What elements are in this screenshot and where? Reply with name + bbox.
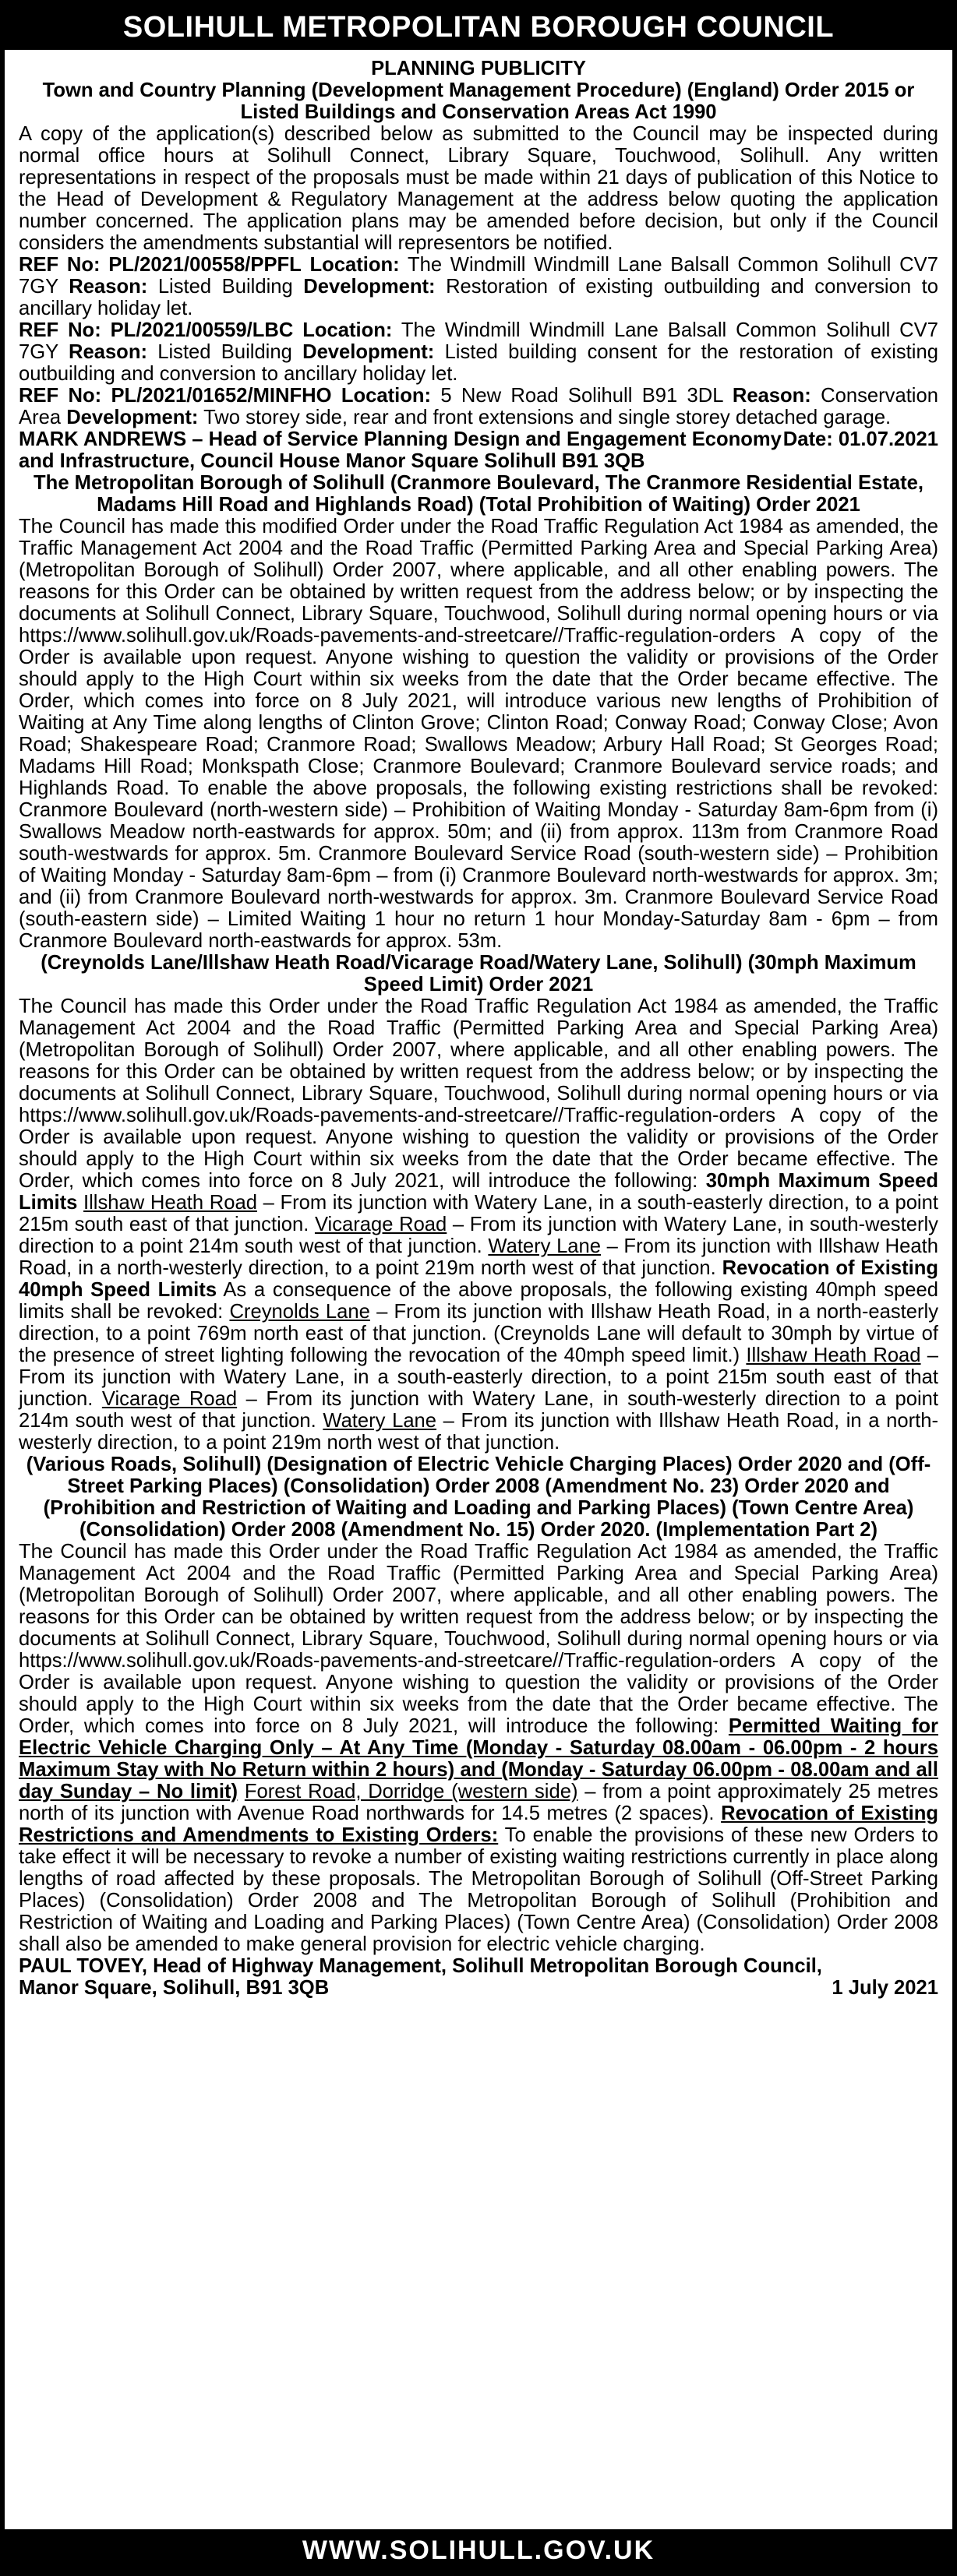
- reason-text: Conservation Area: [19, 385, 938, 428]
- road-name: Forest Road, Dorridge (western side): [244, 1781, 578, 1802]
- ev-charging-order-heading: (Various Roads, Solihull) (Designation of Electric Vehicle Charging Places) Order 2020 and (Off-Street Parking Places) (Consolidation) Order 2008 (Amendment No. 23) Order 2020 and (Prohibition and Restriction of Waiting and Loading and Parking Places) (Town Centre Area) (Consolidation) Order 2008 (Amendment No. 15) Order 2020. (Implementation Part 2): [26, 1454, 931, 1541]
- location-text: The Windmill Windmill Lane Balsall Common Solihull CV7 7GY: [19, 254, 938, 298]
- road-name: Creynolds Lane: [229, 1301, 370, 1323]
- application-entry: [19, 254, 938, 319]
- revocation-text: As a consequence of the above proposals, the following existing 40mph speed limits shall be revoked:: [19, 1279, 938, 1323]
- revocation-heading: Revocation of Existing Restrictions and Amendments to Existing Orders:: [19, 1802, 938, 1846]
- cranmore-order-heading: The Metropolitan Borough of Solihull (Cranmore Boulevard, The Cranmore Residential Estate, Madams Hill Road and Highlands Road) (Total Prohibition of Waiting) Order 2021: [34, 472, 923, 516]
- road-description: – From its junction with Watery Lane, in a south-easterly direction, to a point 215m south east of that junction.: [19, 1192, 938, 1235]
- ref-number: PL/2021/01652/MINFHO: [111, 385, 332, 407]
- ev-order-intro: The Council has made this Order under the Road Traffic Regulation Act 1984 as amended, the Traffic Management Act 2004 and the Road Traffic (Permitted Parking Area and Special Parking Area) (Metropolitan Borough of Solihull) Order 2007, where applicable, and all other enabling powers. The reasons for this Order can be obtained by written request from the address below; or by inspecting the documents at Solihull Connect, Library Square, Touchwood, Solihull during normal opening hours or via https://www.solihull.gov.uk/Roads-pavements-and-streetcare//Traffic-regulation-orders A copy of the Order is available upon request. Anyone wishing to question the validity or provisions of the Order should apply to the High Court within six weeks from the date that the Order became effective. The Order, which comes into force on 8 July 2021, will introduce the following:: [19, 1541, 938, 1737]
- road-name: Illshaw Heath Road: [746, 1344, 921, 1366]
- planning-heading: PLANNING PUBLICITY: [371, 58, 586, 79]
- development-label: Development:: [66, 407, 199, 428]
- ref-label: REF No:: [19, 254, 101, 276]
- road-description: – From its junction with Watery Lane, in south-westerly direction to a point 214m south west of that junction.: [19, 1388, 939, 1432]
- highways-date: 1 July 2021: [832, 1977, 938, 1999]
- speed-limit-order-heading: (Creynolds Lane/Illshaw Heath Road/Vicarage Road/Watery Lane, Solihull) (30mph Maximum Speed Limit) Order 2021: [41, 952, 916, 996]
- location-text: 5 New Road Solihull B91 3DL: [440, 385, 723, 407]
- development-label: Development:: [302, 341, 435, 363]
- development-text: Restoration of existing outbuilding and conversion to ancillary holiday let.: [19, 276, 938, 319]
- planning-date: Date: 01.07.2021: [782, 428, 938, 450]
- ref-number: PL/2021/00558/PPFL: [108, 254, 302, 276]
- planning-subheading: Town and Country Planning (Development Management Procedure) (England) Order 2015 or Listed Buildings and Conservation Areas Act 1990: [42, 79, 915, 123]
- road-description: – From its junction with Illshaw Heath Road, in a north-westerly direction, to a point 219m north west of that junction.: [19, 1410, 938, 1454]
- road-description: – from a point approximately 25 metres north of its junction with Avenue Road northwards for 14.5 metres (2 spaces).: [19, 1781, 938, 1824]
- cranmore-order-body: The Council has made this modified Order under the Road Traffic Regulation Act 1984 as amended, the Traffic Management Act 2004 and the Road Traffic (Permitted Parking Area and Special Parking Area) (Metropolitan Borough of Solihull) Order 2007, where applicable, and all other enabling powers. The reasons for this Order can be obtained by written request from the address below; or by inspecting the documents at Solihull Connect, Library Square, Touchwood, Solihull during normal opening hours or via https://www.solihull.gov.uk/Roads-pavements-and-streetcare//Traffic-regulation-orders A copy of the Order is available upon request. Anyone wishing to question the validity or provisions of the Order should apply to the High Court within six weeks from the date that the Order became effective. The Order, which comes into force on 8 July 2021, will introduce various new lengths of Prohibition of Waiting at Any Time along lengths of Clinton Grove; Clinton Road; Conway Road; Conway Close; Avon Road; Shakespeare Road; Cranmore Road; Swallows Meadow; Arbury Hall Road; St Georges Road; Madams Hill Road; Monkspath Close; Cranmore Boulevard; Cranmore Boulevard service roads; and Highlands Road. To enable the above proposals, the following existing restrictions shall be revoked: Cranmore Boulevard (north-western side) – Prohibition of Waiting Monday - Saturday 8am-6pm from (i) Swallows Meadow north-eastwards for approx. 50m; and (ii) from approx. 113m from Cranmore Road south-westwards for approx. 5m. Cranmore Boulevard Service Road (south-western side) – Prohibition of Waiting Monday - Saturday 8am-6pm – from (i) Cranmore Boulevard north-westwards for approx. 3m; and (ii) from Cranmore Boulevard north-westwards for approx. 3m. Cranmore Boulevard Service Road (south-eastern side) – Limited Waiting 1 hour no return 1 hour Monday-Saturday 8am - 6pm – from Cranmore Boulevard north-eastwards for approx. 53m.: [19, 516, 938, 952]
- development-label: Development:: [303, 276, 436, 298]
- speed-order-intro: The Council has made this Order under the Road Traffic Regulation Act 1984 as amended, the Traffic Management Act 2004 and the Road Traffic (Permitted Parking Area and Special Parking Area) (Metropolitan Borough of Solihull) Order 2007, where applicable, and all other enabling powers. The reasons for this Order can be obtained by written request from the address below; or by inspecting the documents at Solihull Connect, Library Square, Touchwood, Solihull during normal opening hours or via https://www.solihull.gov.uk/Roads-pavements-and-streetcare//Traffic-regulation-orders A copy of the Order is available upon request. Anyone wishing to question the validity or provisions of the Order should apply to the High Court within six weeks from the date that the Order became effective. The Order, which comes into force on 8 July 2021, will introduce the following:: [19, 996, 938, 1192]
- reason-text: Listed Building: [157, 341, 292, 363]
- location-label: Location:: [302, 319, 393, 341]
- application-entry: [19, 385, 938, 428]
- speed-limit-order-body: [19, 996, 938, 1454]
- website-footer: WWW.SOLIHULL.GOV.UK: [5, 2529, 952, 2571]
- location-text: The Windmill Windmill Lane Balsall Common Solihull CV7 7GY: [19, 319, 938, 363]
- reason-label: Reason:: [69, 276, 148, 298]
- reason-text: Listed Building: [157, 276, 293, 298]
- permitted-waiting-heading: Permitted Waiting for Electric Vehicle Charging Only – At Any Time (Monday - Saturday 08.00am - 06.00pm - 2 hours Maximum Stay with No Return within 2 hours) and (Monday - Saturday 06.00pm - 08.00am and all day Sunday – No limit): [19, 1715, 938, 1802]
- ref-label: REF No:: [19, 385, 102, 407]
- planning-signature-block: [19, 428, 938, 472]
- development-text: Two storey side, rear and front extensions and single storey detached garage.: [203, 407, 892, 428]
- notice-body: [5, 50, 952, 1999]
- planning-intro: A copy of the application(s) described below as submitted to the Council may be inspected during normal office hours at Solihull Connect, Library Square, Touchwood, Solihull. Any written representations in respect of the proposals must be made within 21 days of publication of this Notice to the Head of Development & Regulatory Management at the address below quoting the application number concerned. The application plans may be amended before decision, but only if the Council considers the amendments substantial will representors be notified.: [19, 123, 938, 254]
- road-description: – From its junction with Watery Lane, in south-westerly direction to a point 214m south west of that junction.: [19, 1214, 938, 1257]
- revocation-text: To enable the provisions of these new Orders to take effect it will be necessary to revoke a number of existing waiting restrictions currently in place along lengths of road affected by these proposals. The Metropolitan Borough of Solihull (Off-Street Parking Places) (Consolidation) Order 2008 and The Metropolitan Borough of Solihull (Prohibition and Restriction of Waiting and Loading and Parking Places) (Town Centre Area) (Consolidation) Order 2008 shall also be amended to make general provision for electric vehicle charging.: [19, 1824, 938, 1955]
- road-name: Watery Lane: [488, 1235, 602, 1257]
- reason-label: Reason:: [69, 341, 147, 363]
- location-label: Location:: [341, 385, 432, 407]
- road-description: – From its junction with Illshaw Heath Road, in a north-easterly direction, to a point 769m north east of that junction. (Creynolds Lane will default to 30mph by virtue of the presence of street lighting following the revocation of the 40mph speed limit.): [19, 1301, 938, 1366]
- road-name: Illshaw Heath Road: [83, 1192, 257, 1214]
- highways-signatory: PAUL TOVEY, Head of Highway Management, Solihull Metropolitan Borough Council, Manor Square, Solihull, B91 3QB: [19, 1955, 822, 1999]
- highways-signature-block: [19, 1955, 938, 1999]
- road-description: – From its junction with Watery Lane, in a south-easterly direction, to a point 215m south east of that junction.: [19, 1344, 938, 1410]
- location-label: Location:: [309, 254, 400, 276]
- reason-label: Reason:: [732, 385, 811, 407]
- road-description: – From its junction with Illshaw Heath Road, in a north-westerly direction, to a point 219m north west of that junction.: [19, 1235, 938, 1279]
- speed-limits-heading: 30mph Maximum Speed Limits: [19, 1170, 938, 1214]
- ref-number: PL/2021/00559/LBC: [110, 319, 294, 341]
- council-banner: SOLIHULL METROPOLITAN BOROUGH COUNCIL: [5, 5, 952, 50]
- road-name: Vicarage Road: [101, 1388, 238, 1410]
- ev-charging-order-body: [19, 1541, 938, 1955]
- road-name: Watery Lane: [323, 1410, 437, 1432]
- application-entry: [19, 319, 938, 385]
- ref-label: REF No:: [19, 319, 101, 341]
- road-name: Vicarage Road: [314, 1214, 447, 1235]
- planning-signatory: MARK ANDREWS – Head of Service Planning Design and Engagement Economy and Infrastructure, Council House Manor Square Solihull B91 3QB: [19, 428, 782, 472]
- revocation-heading: Revocation of Existing 40mph Speed Limits: [19, 1257, 938, 1301]
- development-text: Listed building consent for the restoration of existing outbuilding and conversion to ancillary holiday let.: [19, 341, 938, 385]
